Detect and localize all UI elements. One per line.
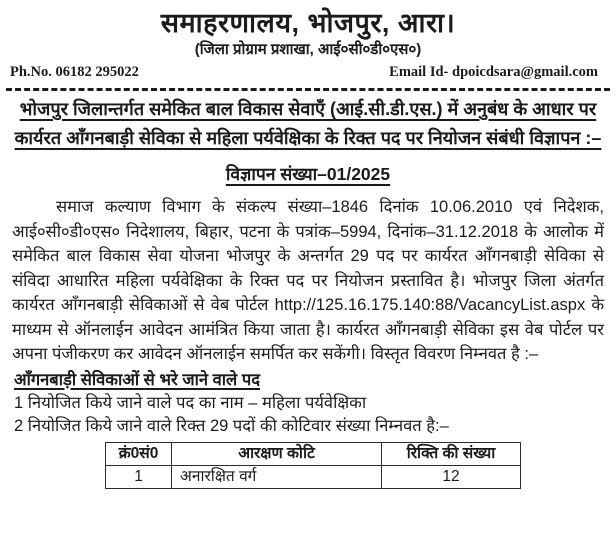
table-header-row — [106, 442, 521, 465]
phone-number: Ph.No. 06182 295022 — [10, 64, 139, 80]
column-header-reservation-category: आरक्षण कोटि — [172, 442, 382, 465]
cell-vacancy-count: 12 — [382, 465, 521, 488]
vacancy-quota-table — [105, 442, 521, 489]
office-title: समाहरणालय, भोजपुर, आरा। — [160, 8, 456, 38]
office-subtitle: (जिला प्रोग्राम प्रशाखा, आई०सी०डी०एस०) — [194, 41, 422, 58]
list-item-post-name: 1 नियोजित किये जाने वाले पद का नाम – महिला पर्यवेक्षिका — [14, 393, 367, 412]
column-header-vacancy-count: रिक्ति की संख्या — [382, 442, 521, 465]
body-text-after-url: के माध्यम से ऑनलाईन आवेदन आमंत्रित किया जाता है। कार्यरत आँगनबाड़ी सेविका इस वेब पोर्टल पर अपना पंजीकरण कर आवेदन ऑनलाईन समर्पित कर सकेंगी। विस्तृत विवरण निम्नवत है :– — [12, 296, 604, 363]
notice-heading: भोजपुर जिलान्तर्गत समेकित बाल विकास सेवाएँ (आई.सी.डी.एस.) में अनुबंध के आधार पर कार्यरत आँगनबाड़ी सेविका से महिला पर्यवेक्षिका के रिक्त पद पर नियोजन संबंधी विज्ञापन :– — [14, 99, 602, 148]
column-header-serial: क्रं0सं0 — [106, 442, 172, 465]
list-item-vacancy-count: 2 नियोजित किये जाने वाले रिक्त 29 पदों की कोटिवार संख्या निम्नवत है:– — [14, 416, 449, 435]
body-text-before-url: समाज कल्याण विभाग के संकल्प संख्या–1846 दिनांक 10.06.2010 एवं निदेशक, आई०सी०डी०एस० निदेशालय, बिहार, पटना के पत्रांक–5994, दिनांक–31.12.2018 के आलोक में समेकित बाल विकास सेवा योजना भोजपुर के अन्तर्गत 29 पद पर कार्यरत आँगनबाड़ी सेविका से संविदा आधारित महिला पर्यवेक्षिका के रिक्त पद पर नियोजन प्रस्तावित है। भोजपुर जिला अंतर्गत कार्यरत आँगनबाड़ी सेविकाओं से वेब पोर्टल — [12, 198, 604, 314]
section-heading-posts: आँगनबाड़ी सेविकाओं से भरे जाने वाले पद — [14, 370, 260, 389]
notice-body-paragraph — [12, 195, 604, 367]
advertisement-number: विज्ञापन संख्या–01/2025 — [225, 164, 391, 184]
email-id: Email Id- dpoicdsara@gmail.com — [389, 64, 598, 80]
vacancy-portal-url: http://125.16.175.140:88/VacancyList.aspx — [274, 296, 586, 314]
table-row — [106, 465, 521, 488]
dashed-divider — [6, 88, 610, 91]
advertisement-number-row — [10, 162, 606, 186]
cell-serial: 1 — [106, 465, 172, 488]
cell-reservation-category: अनारक्षित वर्ग — [172, 465, 382, 488]
contact-row — [10, 64, 606, 81]
